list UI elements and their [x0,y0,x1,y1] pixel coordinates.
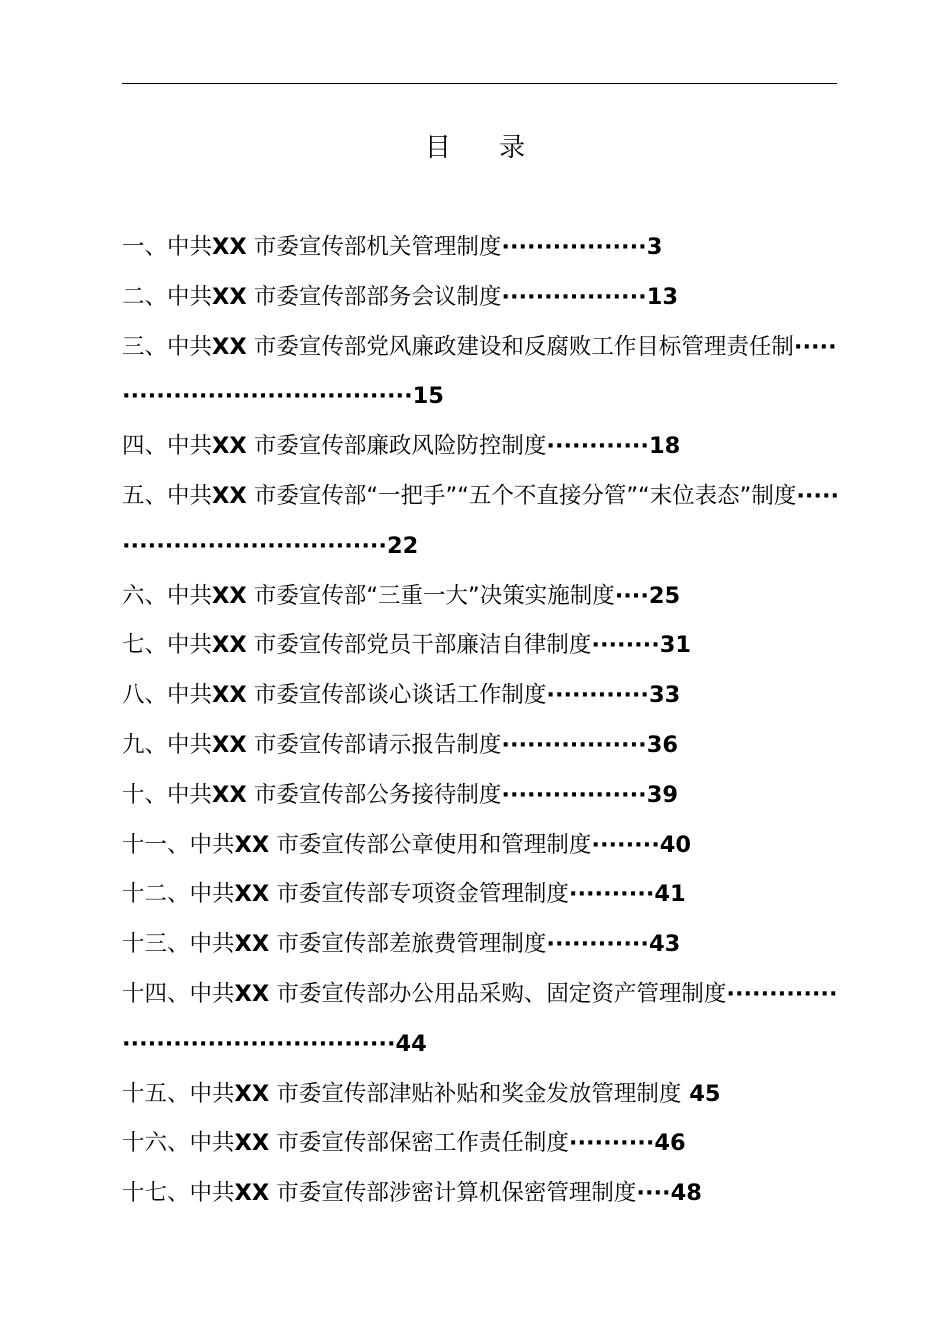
toc-entry-org: XX [212,632,247,659]
toc-entry-org: XX [212,731,247,758]
toc-entry-leader: ············································· [122,980,838,1057]
toc-entry-org: XX [212,283,247,310]
toc-entry[interactable] [122,621,842,671]
toc-entry-page: 36 [646,731,679,758]
toc-entry-org: XX [212,582,247,609]
toc-entry-leader: ···································· [122,482,840,559]
toc-entry-page: 33 [648,682,681,709]
toc-entry-title: 市委宣传部机关管理制度 [253,234,502,260]
toc-entry-leader: ············ [546,682,649,709]
toc-entry-title: 市委宣传部“一把手”“五个不直接分管”“末位表态”制度 [253,482,797,509]
toc-entry-page: 45 [689,1080,721,1107]
toc-entry-prefix: 六、中共 [122,582,213,609]
toc-entry[interactable] [122,323,842,423]
toc-entry-org: XX [234,831,270,858]
toc-entry-prefix: 八、中共 [122,682,213,709]
toc-entry[interactable] [122,1169,842,1219]
toc-entry-page: 43 [648,931,681,958]
toc-entry-org: XX [234,1130,270,1157]
toc-entry-leader: ······································· [122,333,837,410]
toc-entry-title: 市委宣传部“三重一大”决策实施制度 [253,582,615,609]
toc-entry[interactable] [122,1070,842,1120]
toc-entry[interactable] [122,472,842,572]
toc-entry-page: 3 [646,234,663,260]
toc-entry-prefix: 十一、中共 [122,831,235,858]
toc-entry-org: XX [212,433,247,460]
toc-entry[interactable] [122,970,842,1070]
toc-entry-page: 22 [386,532,419,559]
toc-entry-title: 市委宣传部公务接待制度 [253,781,502,808]
toc-entry-prefix: 十六、中共 [122,1130,235,1157]
toc-entry-title: 市委宣传部涉密计算机保密管理制度 [276,1180,637,1207]
toc-entry-leader: ············ [546,433,649,460]
toc-entry[interactable] [122,870,842,920]
toc-entry-org: XX [234,881,270,908]
toc-entry-title: 市委宣传部廉政风险防控制度 [253,433,547,460]
toc-entry-title: 市委宣传部专项资金管理制度 [276,881,569,908]
toc-entry-title: 市委宣传部部务会议制度 [253,283,502,310]
toc-entry-org: XX [212,682,247,709]
toc-entry-title: 市委宣传部公章使用和管理制度 [276,831,592,858]
toc-entry-page: 31 [659,632,692,659]
toc-entry-title: 市委宣传部谈心谈话工作制度 [253,682,547,709]
toc-entry-page: 13 [646,283,679,310]
toc-entry-prefix: 十三、中共 [122,931,235,958]
toc-entry-leader: ················· [501,283,647,310]
toc-entry-title: 市委宣传部党风廉政建设和反腐败工作目标管理责任制 [253,333,794,360]
toc-entry-prefix: 十二、中共 [122,881,235,908]
toc-entry[interactable] [122,771,842,821]
toc-entry[interactable] [122,671,842,721]
toc-entry-title: 市委宣传部办公用品采购、固定资产管理制度 [276,980,727,1007]
toc-entry-page: 40 [659,831,692,858]
toc-entry-leader: ················· [501,234,647,260]
toc-entry-title: 市委宣传部党员干部廉洁自律制度 [253,632,592,659]
toc-entry[interactable] [122,273,842,323]
toc-entry-leader: ···· [636,1180,671,1207]
toc-entry-leader: ·········· [568,881,655,908]
toc-entry[interactable] [122,721,842,771]
toc-entry-page: 39 [646,781,679,808]
toc-entry-org: XX [212,482,247,509]
toc-entry-page: 48 [670,1180,702,1207]
toc-entry[interactable] [122,821,842,871]
toc-entry-page: 44 [395,1030,427,1057]
toc-entry-prefix: 十四、中共 [122,980,235,1007]
toc-entry-page: 18 [648,433,681,460]
toc-entry-org: XX [234,980,270,1007]
toc-entry-org: XX [212,781,247,808]
toc-title: 目 录 [424,133,546,163]
toc-entry-page: 15 [412,383,444,410]
toc-entry-leader: ·········· [568,1130,655,1157]
toc-entry-leader: ················· [501,781,647,808]
toc-entry-title: 市委宣传部请示报告制度 [253,731,502,758]
toc-entry-prefix: 九、中共 [122,731,213,758]
toc-entry-org: XX [234,931,270,958]
toc-entry-leader: ················· [501,731,647,758]
toc-entry-prefix: 四、中共 [122,433,213,460]
toc-entry-org: XX [234,1080,270,1107]
toc-entry-prefix: 一、中共 [122,234,213,260]
header-rule [122,83,837,84]
toc-entry-leader: ········ [591,632,660,659]
toc-entry-leader: ···· [614,582,649,609]
toc-entry-page: 46 [654,1130,686,1157]
toc-entry-prefix: 三、中共 [122,333,213,360]
toc-entry-prefix: 十七、中共 [122,1180,235,1207]
table-of-contents [122,223,842,1219]
toc-entry-leader: ········ [591,831,660,858]
toc-entry-org: XX [212,333,247,360]
toc-entry-page: 41 [654,881,686,908]
toc-entry-leader: ············ [546,931,649,958]
toc-entry-org: XX [212,234,247,260]
toc-entry-title: 市委宣传部保密工作责任制度 [276,1130,569,1157]
toc-entry[interactable] [122,422,842,472]
toc-entry-title: 市委宣传部差旅费管理制度 [276,931,547,958]
toc-entry[interactable] [122,1119,842,1169]
toc-entry[interactable] [122,223,842,273]
toc-entry[interactable] [122,920,842,970]
toc-entry-page: 25 [648,582,681,609]
toc-entry[interactable] [122,572,842,622]
toc-entry-prefix: 五、中共 [122,482,213,509]
toc-entry-prefix: 十、中共 [122,781,213,808]
toc-entry-title: 市委宣传部津贴补贴和奖金发放管理制度 [276,1080,682,1107]
toc-entry-org: XX [234,1180,270,1207]
toc-entry-prefix: 十五、中共 [122,1080,235,1107]
toc-entry-prefix: 二、中共 [122,283,213,310]
toc-entry-prefix: 七、中共 [122,632,213,659]
